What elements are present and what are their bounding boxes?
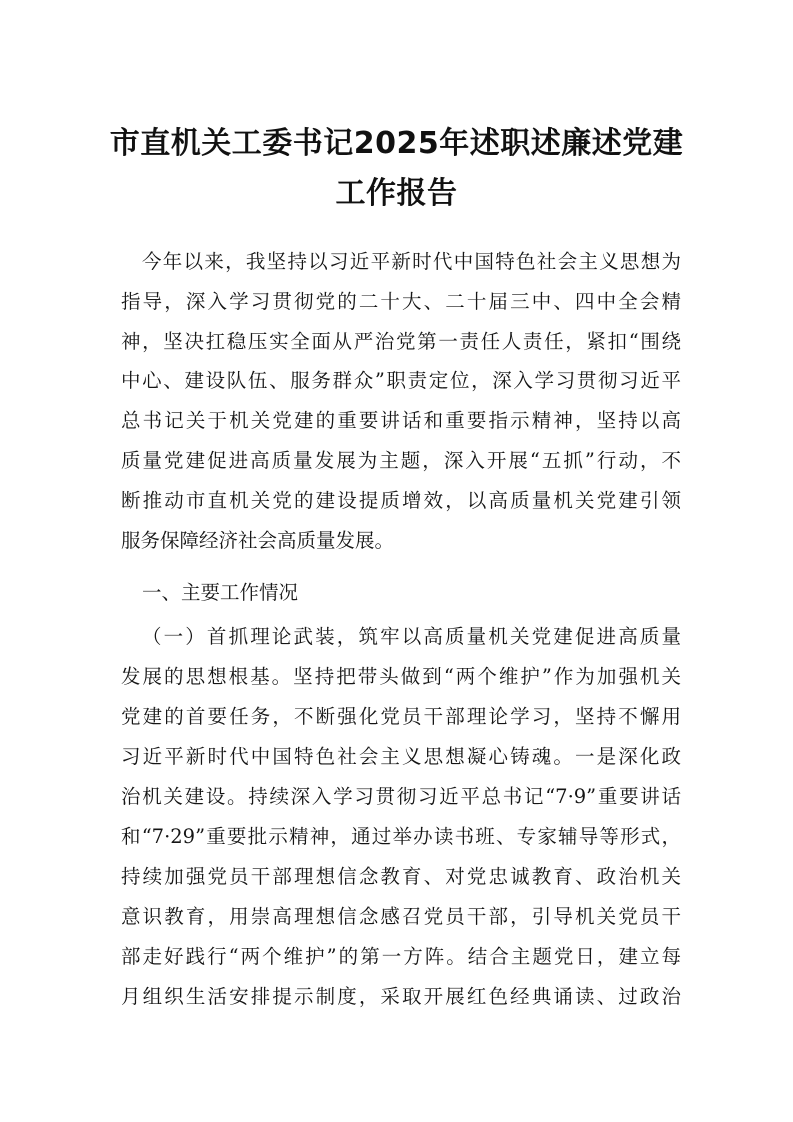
intro-paragraph-line: 今年以来，我坚持以习近平新时代中国特色社会主义思想为 [142,250,681,273]
subsection-paragraph-line: 和“7·29”重要批示精神，通过举办读书班、专家辅导等形式， [121,825,681,848]
subsection-paragraph-line: 月组织生活安排提示制度，采取开展红色经典诵读、过政治 [121,985,681,1008]
subsection-paragraph-line: （一）首抓理论武装，筑牢以高质量机关党建促进高质量 [142,625,681,648]
intro-paragraph-line: 服务保障经济社会高质量发展。 [121,529,395,552]
subsection-paragraph-line: 党建的首要任务，不断强化党员干部理论学习，坚持不懈用 [121,705,681,728]
intro-paragraph-line: 断推动市直机关党的建设提质增效，以高质量机关党建引领 [121,489,681,512]
document-title-line-2: 工作报告 [335,176,458,211]
subsection-paragraph-line: 发展的思想根基。坚持把带头做到“两个维护”作为加强机关 [121,665,681,688]
intro-paragraph-line: 神，坚决扛稳压实全面从严治党第一责任人责任，紧扣“围绕 [121,330,681,353]
intro-paragraph-line: 总书记关于机关党建的重要讲话和重要指示精神，坚持以高 [121,409,681,432]
intro-paragraph-line: 中心、建设队伍、服务群众”职责定位，深入学习贯彻习近平 [121,369,681,392]
intro-paragraph-line: 指导，深入学习贯彻党的二十大、二十届三中、四中全会精 [121,290,681,313]
subsection-paragraph-line: 治机关建设。持续深入学习贯彻习近平总书记“7·9”重要讲话 [121,785,681,808]
document-title-line-1: 市直机关工委书记2025年述职述廉述党建 [109,126,684,161]
subsection-paragraph-line: 持续加强党员干部理想信念教育、对党忠诚教育、政治机关 [121,865,681,888]
subsection-paragraph-line: 习近平新时代中国特色社会主义思想凝心铸魂。一是深化政 [121,745,681,768]
intro-paragraph-line: 质量党建促进高质量发展为主题，深入开展“五抓”行动，不 [121,449,681,472]
section-heading: 一、主要工作情况 [142,581,299,604]
subsection-paragraph-line: 意识教育，用崇高理想信念感召党员干部，引导机关党员干 [121,905,681,928]
subsection-paragraph-line: 部走好践行“两个维护”的第一方阵。结合主题党日，建立每 [121,945,681,968]
